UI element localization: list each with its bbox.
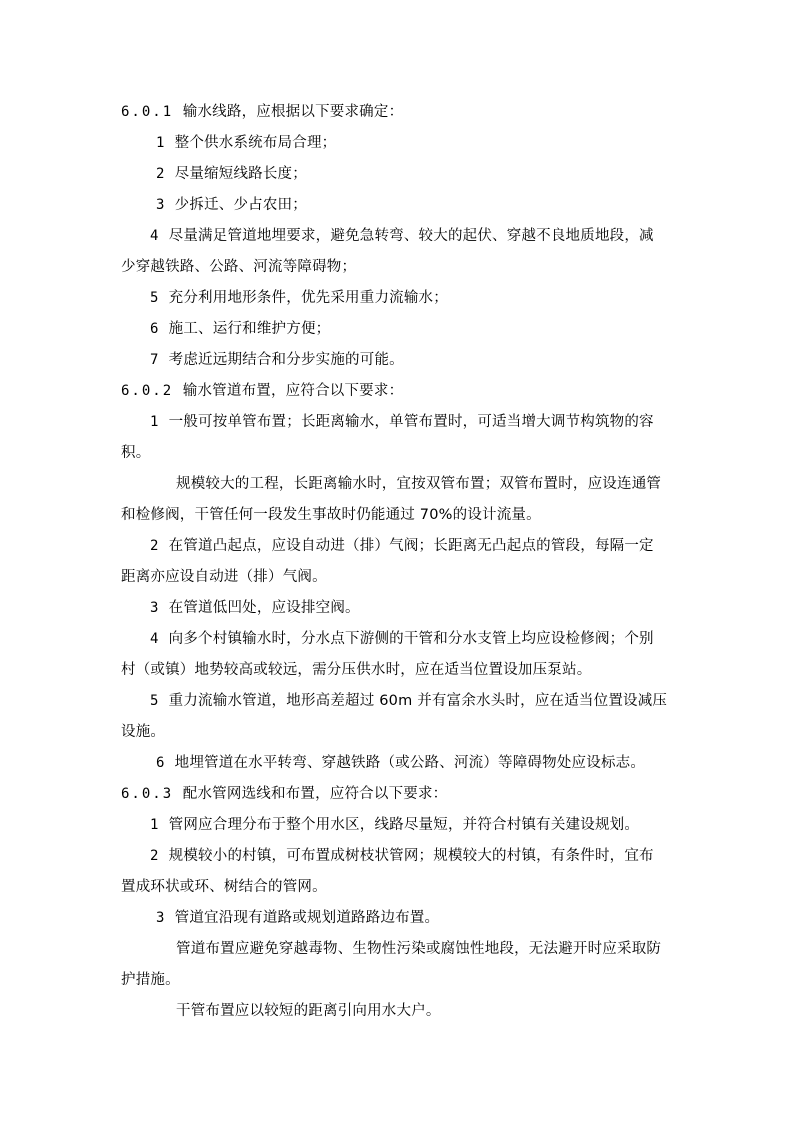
section-heading-6-0-2 (121, 381, 403, 401)
section-title: 配水管网选线和布置，应符合以下要求： (182, 786, 448, 802)
list-item: 1 一般可按单管布置；长距离输水，单管布置时，可适当增大调节构筑物的容 (150, 414, 654, 430)
list-item: 2 在管道凸起点，应设自动进（排）气阀；长距离无凸起点的管段，每隔一定 (150, 538, 654, 554)
list-item: 4 尽量满足管道地埋要求，避免急转弯、较大的起伏、穿越不良地质地段，减 (150, 228, 654, 244)
list-item: 6 地埋管道在水平转弯、穿越铁路（或公路、河流）等障碍物处应设标志。 (156, 755, 646, 771)
list-item: 3 在管道低凹处，应设排空阀。 (150, 600, 360, 616)
list-item: 1 整个供水系统布局合理； (156, 135, 337, 151)
paragraph-continuation: 护措施。 (121, 972, 180, 988)
list-item-continuation: 积。 (121, 445, 151, 461)
list-item: 3 管道宜沿现有道路或规划道路路边布置。 (156, 910, 440, 926)
list-item-continuation: 少穿越铁路、公路、河流等障碍物； (121, 259, 357, 275)
list-item-continuation: 置成环状或环、树结合的管网。 (121, 879, 327, 895)
section-number: 6.0.2 (121, 383, 174, 399)
section-title: 输水线路，应根据以下要求确定： (182, 104, 404, 120)
list-item-continuation: 设施。 (121, 724, 166, 740)
list-item: 5 重力流输水管道，地形高差超过 60m 并有富余水头时，应在适当位置设减压 (150, 693, 668, 709)
section-number: 6.0.3 (121, 786, 174, 802)
section-title: 输水管道布置，应符合以下要求： (182, 383, 404, 399)
paragraph-continuation: 和检修阀，干管任何一段发生事故时仍能通过 70%的设计流量。 (121, 507, 541, 523)
section-heading-6-0-3 (121, 784, 447, 804)
list-item: 2 尽量缩短线路长度； (156, 166, 307, 182)
list-item: 3 少拆迁、少占农田； (156, 197, 307, 213)
list-item-continuation: 距离亦应设自动进（排）气阀。 (121, 569, 327, 585)
list-item-continuation: 村（或镇）地势较高或较远，需分压供水时，应在适当位置设加压泵站。 (121, 662, 592, 678)
paragraph: 管道布置应避免穿越毒物、生物性污染或腐蚀性地段，无法避开时应采取防 (176, 941, 662, 957)
section-heading-6-0-1 (121, 102, 403, 122)
paragraph: 规模较大的工程，长距离输水时，宜按双管布置；双管布置时，应设连通管 (176, 476, 662, 492)
list-item: 7 考虑近远期结合和分步实施的可能。 (150, 352, 404, 368)
list-item: 2 规模较小的村镇，可布置成树枝状管网；规模较大的村镇，有条件时，宜布 (150, 848, 654, 864)
list-item: 1 管网应合理分布于整个用水区，线路尽量短，并符合村镇有关建设规划。 (150, 817, 640, 833)
list-item: 6 施工、运行和维护方便； (150, 321, 331, 337)
list-item: 5 充分利用地形条件，优先采用重力流输水； (150, 290, 448, 306)
list-item: 4 向多个村镇输水时，分水点下游侧的干管和分水支管上均应设检修阀；个别 (150, 631, 654, 647)
paragraph: 干管布置应以较短的距离引向用水大户。 (176, 1003, 441, 1019)
section-number: 6.0.1 (121, 104, 174, 120)
